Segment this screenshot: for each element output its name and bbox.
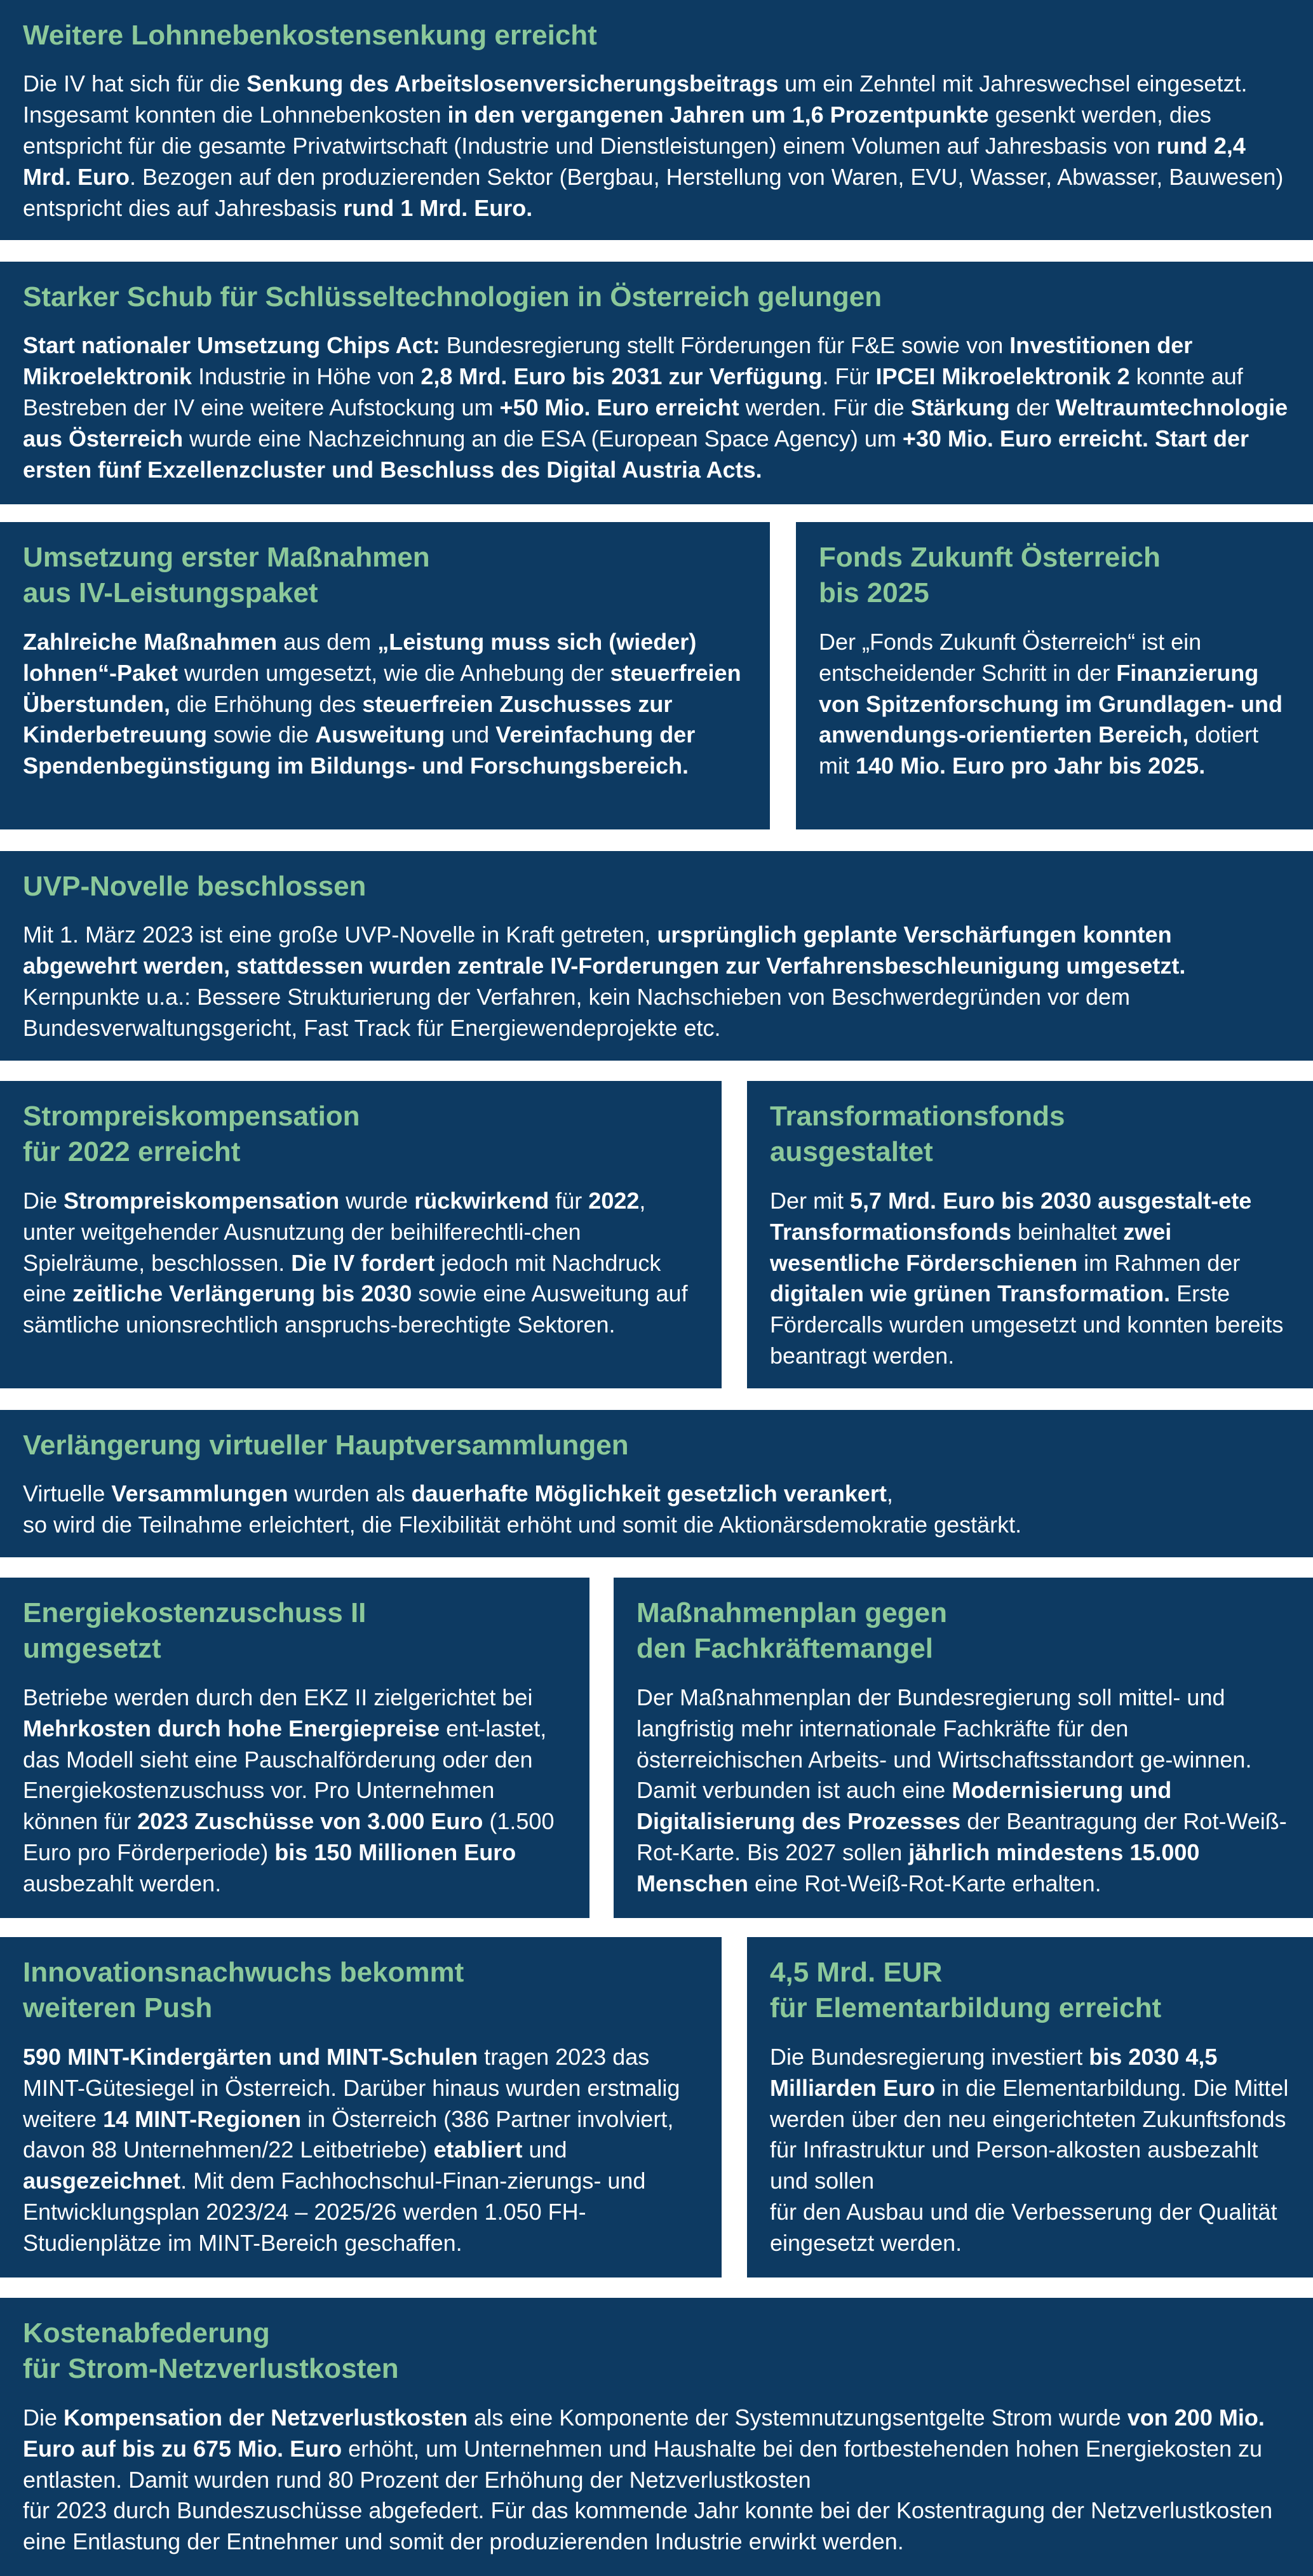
panel-title: UVP-Novelle beschlossen: [23, 871, 367, 902]
panel-body: [636, 1682, 1290, 1900]
panel-title: Kostenabfederung für Strom-Netzverlustkosten: [23, 2318, 399, 2385]
body-text: werden. Für die: [739, 394, 911, 421]
body-text: die Erhöhung des: [170, 690, 363, 717]
body-text: Der „Fonds Zukunft Österreich“ ist ein entscheidender Schritt in der: [819, 628, 1202, 686]
emphasis-text: Mehrkosten durch hohe Energiepreise: [23, 1715, 440, 1741]
panel-body: [23, 1479, 1290, 1541]
body-text: jedoch mit Nachdruck eine: [23, 1249, 661, 1307]
emphasis-text: +50 Mio. Euro erreicht: [499, 394, 739, 421]
body-text: . Mit dem Fachhochschul-Finan-zierungs- und Entwicklungsplan 2023/24 – 2025/26 werden 1.050 FH-Studienplätze im MINT-Bereich geschaffen.: [23, 2168, 646, 2257]
panel-body: [23, 330, 1290, 486]
panel-netzverlustkosten: [0, 2298, 1313, 2576]
body-text: und: [445, 721, 496, 748]
emphasis-text: Senkung des Arbeitslosenversicherungsbeitrags: [246, 70, 779, 97]
emphasis-text: Die IV fordert: [291, 1249, 435, 1276]
body-text: gesenkt werden, dies entspricht für die gesamte Privatwirtschaft (Industrie und Dienstleistungen) einem Volumen auf Jahresbasis von: [23, 102, 1211, 159]
body-text: für den Ausbau und die Verbesserung der Qualität eingesetzt werden.: [770, 2199, 1277, 2257]
body-text: . Für: [822, 363, 876, 390]
body-text: Bundesregierung stellt Förderungen für F&E sowie von: [440, 332, 1010, 359]
emphasis-text: Weltraumtechnologie aus Österreich: [23, 394, 1288, 452]
emphasis-text: bis 150 Millionen Euro: [274, 1839, 516, 1866]
body-text: so wird die Teilnahme erleichtert, die Flexibilität erhöht und somit die Aktionärsdemokratie gestärkt.: [23, 1512, 1022, 1538]
emphasis-text: 2,8 Mrd. Euro bis 2031 zur Verfügung: [421, 363, 823, 390]
emphasis-text: 5,7 Mrd. Euro bis 2030 ausgestalt-ete Transformationsfonds: [770, 1187, 1252, 1245]
emphasis-text: Start nationaler Umsetzung Chips Act:: [23, 332, 440, 359]
emphasis-text: Versammlungen: [111, 1480, 288, 1507]
panel-title: Weitere Lohnnebenkostensenkung erreicht: [23, 20, 597, 51]
emphasis-text: bis 2030 4,5 Milliarden Euro: [770, 2043, 1218, 2101]
emphasis-text: etabliert: [433, 2137, 523, 2163]
panel-body: [23, 627, 747, 782]
body-text: in die Elementarbildung. Die Mittel werden über den neu eingerichteten Zukunftsfonds für Infrastruktur und Person-alkosten ausbezahlt und sollen: [770, 2074, 1289, 2194]
body-text: erhöht, um Unternehmen und Haushalte bei den fortbestehenden hohen Energiekosten zu entlasten. Damit wurden rund 80 Prozent der Erhöhung der Netzverlustkosten: [23, 2435, 1263, 2493]
emphasis-text: dauerhafte Möglichkeit gesetzlich verankert: [411, 1480, 887, 1507]
panel-uvp-novelle: [0, 851, 1313, 1061]
panel-body: [23, 920, 1290, 1044]
panel-body: [23, 69, 1290, 224]
panel-innovationsnachwuchs: [0, 1937, 722, 2277]
emphasis-text: 2023 Zuschüsse von 3.000 Euro: [137, 1808, 483, 1835]
panel-schluesseltechnologien: [0, 262, 1313, 504]
body-text: als eine Komponente der Systemnutzungsentgelte Strom wurde: [468, 2404, 1128, 2431]
body-text: Der Maßnahmenplan der Bundesregierung soll mittel- und langfristig mehr internationale Fachkräfte für den österreichischen Arbeits- und Wirtschaftsstandort ge-winnen. Damit verbunden ist auch eine: [636, 1684, 1252, 1804]
emphasis-text: in den vergangenen Jahren um 1,6 Prozentpunkte: [447, 102, 989, 128]
emphasis-text: IPCEI Mikroelektronik 2: [875, 363, 1130, 390]
body-text: wurden als: [288, 1480, 412, 1507]
panel-fachkraeftemangel: [614, 1578, 1313, 1918]
panel-transformationsfonds: [747, 1081, 1313, 1388]
body-text: . Bezogen auf den produzierenden Sektor (Bergbau, Herstellung von Waren, EVU, Wasser, Abwasser, Bauwesen) entspricht dies auf Jahresbasis: [23, 164, 1284, 222]
body-text: um ein Zehntel mit Jahreswechsel eingesetzt. Insgesamt konnten die Lohnnebenkosten: [23, 70, 1248, 128]
panel-body: [23, 2403, 1290, 2558]
body-text: Betriebe werden durch den EKZ II zielgerichtet bei: [23, 1684, 533, 1710]
panel-title: Fonds Zukunft Österreich bis 2025: [819, 542, 1161, 609]
emphasis-text: Kompensation der Netzverlustkosten: [64, 2404, 468, 2431]
emphasis-text: Ausweitung: [315, 721, 445, 748]
body-text: Der mit: [770, 1187, 850, 1214]
body-text: aus dem: [277, 628, 378, 655]
emphasis-text: Finanzierung von Spitzenforschung im Grundlagen- und anwendungs-orientierten Bereich,: [819, 659, 1283, 748]
panel-body: [23, 1186, 699, 1341]
body-text: für 2023 durch Bundeszuschüsse abgefedert. Für das kommende Jahr konnte bei der Kostentragung der Netzverlustkosten eine Entlastung der Entnehmer und somit der produzierenden Industrie erwirkt werden.: [23, 2497, 1273, 2555]
panel-title: Energiekostenzuschuss II umgesetzt: [23, 1597, 367, 1665]
panel-leistungspaket: [0, 522, 770, 829]
body-text: wurde eine Nachzeichnung an die ESA (European Space Agency) um: [183, 426, 903, 452]
body-text: , unter weitgehender Ausnutzung der beihilferechtli-chen Spielräume, beschlossen.: [23, 1187, 646, 1276]
body-text: Erste Fördercalls wurden umgesetzt und konnten bereits beantragt werden.: [770, 1280, 1284, 1369]
panel-body: [23, 1682, 567, 1900]
panel-hauptversammlungen: [0, 1410, 1313, 1557]
emphasis-text: steuerfreien Zuschusses zur Kinderbetreuung: [23, 690, 673, 748]
panel-title: Transformationsfonds ausgestaltet: [770, 1101, 1065, 1168]
panel-fonds-zukunft: [796, 522, 1313, 829]
body-text: ausbezahlt werden.: [23, 1870, 222, 1897]
body-text: Industrie in Höhe von: [192, 363, 421, 390]
body-text: für: [549, 1187, 589, 1214]
emphasis-text: 14 MINT-Regionen: [103, 2105, 302, 2132]
panel-title: Innovationsnachwuchs bekommt weiteren Push: [23, 1957, 464, 2024]
panel-body: [819, 627, 1290, 782]
panel-title: Verlängerung virtueller Hauptversammlungen: [23, 1430, 629, 1461]
emphasis-text: zwei wesentliche Förderschienen: [770, 1218, 1172, 1276]
panel-body: [770, 2042, 1290, 2260]
emphasis-text: 590 MINT-Kindergärten und MINT-Schulen: [23, 2043, 478, 2070]
emphasis-text: Zahlreiche Maßnahmen: [23, 628, 278, 655]
panel-body: [770, 1186, 1290, 1372]
body-text: in Österreich (386 Partner involviert, davon 88 Unternehmen/22 Leitbetriebe): [23, 2105, 674, 2163]
body-text: wurden umgesetzt, wie die Anhebung der: [178, 659, 610, 686]
body-text: eine Rot-Weiß-Rot-Karte erhalten.: [748, 1870, 1101, 1897]
emphasis-text: 2022: [588, 1187, 640, 1214]
emphasis-text: rund 1 Mrd. Euro.: [343, 195, 533, 222]
panel-title: 4,5 Mrd. EUR für Elementarbildung erreicht: [770, 1957, 1162, 2024]
body-text: (1.500 Euro pro Förderperiode): [23, 1808, 555, 1866]
body-text: der: [1009, 394, 1056, 421]
emphasis-text: „Leistung muss sich (wieder) lohnen“-Paket: [23, 628, 697, 686]
body-text: wurde: [339, 1187, 415, 1214]
emphasis-text: ausgezeichnet: [23, 2168, 181, 2194]
panel-elementarbildung: [747, 1937, 1313, 2277]
emphasis-text: jährlich mindestens 15.000 Menschen: [636, 1839, 1200, 1897]
body-text: der Beantragung der Rot-Weiß-Rot-Karte. Bis 2027 sollen: [636, 1808, 1287, 1866]
emphasis-text: +30 Mio. Euro erreicht. Start der ersten fünf Exzellenzcluster und Beschluss des Digital Austria Acts.: [23, 426, 1249, 483]
emphasis-text: Modernisierung und Digitalisierung des Prozesses: [636, 1777, 1172, 1835]
emphasis-text: 140 Mio. Euro pro Jahr bis 2025.: [856, 753, 1206, 779]
body-text: ,: [886, 1480, 893, 1507]
body-text: ent-lastet, das Modell sieht eine Pauschalförderung oder den Energiekostenzuschuss vor. Pro Unternehmen können für: [23, 1715, 547, 1835]
panel-strompreiskompensation: [0, 1081, 722, 1388]
emphasis-text: rückwirkend: [414, 1187, 549, 1214]
panel-energiekostenzuschuss: [0, 1578, 589, 1918]
emphasis-text: zeitliche Verlängerung bis 2030: [72, 1280, 412, 1307]
emphasis-text: steuerfreien Überstunden,: [23, 659, 741, 717]
body-text: Die Bundesregierung investiert: [770, 2043, 1089, 2070]
body-text: dotiert mit: [819, 721, 1259, 779]
panel-title: Maßnahmenplan gegen den Fachkräftemangel: [636, 1597, 947, 1665]
panel-title: Umsetzung erster Maßnahmen aus IV-Leistungspaket: [23, 542, 430, 609]
emphasis-text: Vereinfachung der Spendenbegünstigung im Bildungs- und Forschungsbereich.: [23, 721, 696, 779]
body-text: sowie eine Ausweitung auf sämtliche unionsrechtlich anspruchs-berechtigte Sektoren.: [23, 1280, 688, 1338]
body-text: Die: [23, 2404, 64, 2431]
emphasis-text: ursprünglich geplante Verschärfungen konnten abgewehrt werden, stattdessen wurden zentrale IV-Forderungen zur Verfahrensbeschleunigung umgesetzt.: [23, 922, 1186, 979]
body-text: sowie die: [207, 721, 316, 748]
panel-title: Starker Schub für Schlüsseltechnologien in Österreich gelungen: [23, 281, 882, 312]
emphasis-text: Investitionen der Mikroelektronik: [23, 332, 1193, 390]
emphasis-text: rund 2,4 Mrd. Euro: [23, 133, 1246, 191]
body-text: Mit 1. März 2023 ist eine große UVP-Novelle in Kraft getreten,: [23, 922, 657, 948]
panel-lohnnebenkosten: [0, 0, 1313, 240]
panel-body: [23, 2042, 699, 2260]
body-text: Die IV hat sich für die: [23, 70, 247, 97]
body-text: im Rahmen der: [1077, 1249, 1241, 1276]
body-text: Die: [23, 1187, 64, 1214]
body-text: tragen 2023 das MINT-Gütesiegel in Österreich. Darüber hinaus wurden erstmalig weitere: [23, 2043, 680, 2132]
body-text: Kernpunkte u.a.: Bessere Strukturierung der Verfahren, kein Nachschieben von Beschwerdegründen vor dem Bundesverwaltungsgericht, Fast Track für Energiewendeprojekte etc.: [23, 984, 1131, 1042]
emphasis-text: digitalen wie grünen Transformation.: [770, 1280, 1171, 1307]
panel-title: Strompreiskompensation für 2022 erreicht: [23, 1101, 360, 1168]
body-text: und: [522, 2137, 567, 2163]
emphasis-text: Stärkung: [910, 394, 1010, 421]
body-text: Virtuelle: [23, 1480, 112, 1507]
body-text: beinhaltet: [1011, 1218, 1124, 1245]
body-text: konnte auf Bestreben der IV eine weitere Aufstockung um: [23, 363, 1243, 421]
emphasis-text: Strompreiskompensation: [64, 1187, 340, 1214]
emphasis-text: von 200 Mio. Euro auf bis zu 675 Mio. Euro: [23, 2404, 1265, 2462]
